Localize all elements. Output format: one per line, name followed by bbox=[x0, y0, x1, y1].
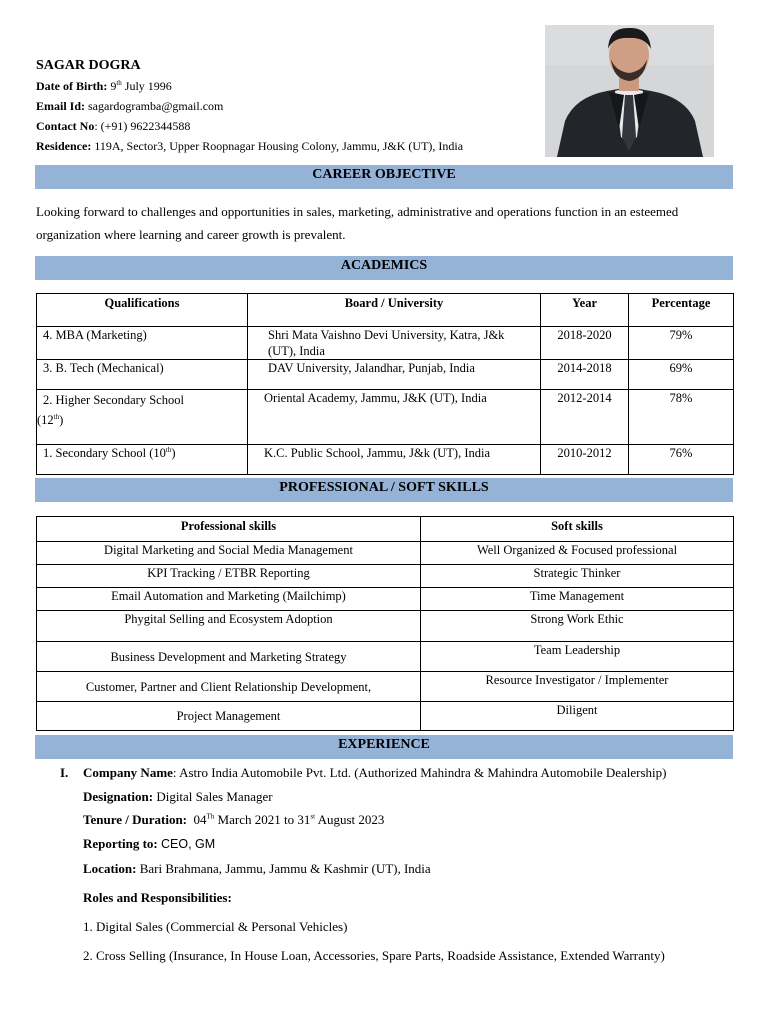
year-cell: 2012-2014 bbox=[541, 390, 629, 445]
contact-line bbox=[36, 116, 536, 136]
location-label: Location: bbox=[83, 861, 137, 876]
professional-skill: Project Management bbox=[37, 702, 421, 731]
table-row bbox=[37, 327, 734, 360]
role-item: 1. Digital Sales (Commercial & Personal Vehicles) bbox=[83, 919, 348, 934]
professional-skill: Customer, Partner and Client Relationship Development, bbox=[37, 672, 421, 702]
company-value: : Astro India Automobile Pvt. Ltd. (Authorized Mahindra & Mahindra Automobile Dealership) bbox=[172, 765, 667, 780]
roles-label: Roles and Responsibilities: bbox=[83, 890, 232, 905]
dob-sup: th bbox=[116, 79, 122, 87]
board-cell: DAV University, Jalandhar, Punjab, India bbox=[248, 360, 541, 390]
board-cell: K.C. Public School, Jammu, J&k (UT), India bbox=[248, 445, 541, 475]
qualification-cont: (12 bbox=[37, 413, 54, 427]
roles-heading bbox=[83, 890, 232, 906]
career-objective-heading: CAREER OBJECTIVE bbox=[35, 165, 733, 189]
header-board: Board / University bbox=[248, 294, 541, 327]
header-qualifications: Qualifications bbox=[37, 294, 248, 327]
table-row bbox=[37, 588, 734, 611]
year-cell: 2010-2012 bbox=[541, 445, 629, 475]
designation-label: Designation: bbox=[83, 789, 154, 804]
skills-header-row bbox=[37, 517, 734, 542]
professional-skill: KPI Tracking / ETBR Reporting bbox=[37, 565, 421, 588]
soft-skill: Time Management bbox=[421, 588, 734, 611]
qualification-cell bbox=[37, 445, 248, 475]
table-row bbox=[37, 642, 734, 672]
board-cell: Oriental Academy, Jammu, J&K (UT), India bbox=[248, 390, 541, 445]
company-label: Company Name bbox=[83, 765, 173, 780]
qualification-cell bbox=[37, 390, 248, 445]
soft-skill: Strong Work Ethic bbox=[421, 611, 734, 642]
header-soft-skills: Soft skills bbox=[421, 517, 734, 542]
designation-line bbox=[83, 789, 273, 805]
contact-value: : (+91) 9622344588 bbox=[94, 119, 191, 133]
tenure-start-rest: March 2021 to 31 bbox=[217, 812, 311, 827]
tenure-start-sup: Th bbox=[206, 812, 215, 821]
skills-table bbox=[36, 516, 734, 731]
email-label: Email Id: bbox=[36, 99, 86, 113]
table-row bbox=[37, 565, 734, 588]
professional-skill: Business Development and Marketing Strategy bbox=[37, 642, 421, 672]
academics-header-row bbox=[37, 294, 734, 327]
percentage-cell: 69% bbox=[629, 360, 734, 390]
email-value: sagardogramba@gmail.com bbox=[88, 99, 224, 113]
objective-text: Looking forward to challenges and opportunities in sales, marketing, administrative and operations function in an esteemed organization where learning and career growth is prevalent. bbox=[36, 204, 679, 242]
percentage-cell: 76% bbox=[629, 445, 734, 475]
qualification-cell bbox=[37, 327, 248, 360]
residence-line bbox=[36, 136, 536, 156]
email-line bbox=[36, 96, 536, 116]
residence-value: 119A, Sector3, Upper Roopnagar Housing Colony, Jammu, J&K (UT), India bbox=[94, 139, 464, 153]
experience-heading: EXPERIENCE bbox=[35, 735, 733, 759]
year-cell: 2014-2018 bbox=[541, 360, 629, 390]
tenure-start-day: 04 bbox=[193, 812, 207, 827]
reporting-label: Reporting to: bbox=[83, 836, 158, 851]
tenure-line bbox=[83, 812, 384, 828]
table-row bbox=[37, 360, 734, 390]
professional-skill: Email Automation and Marketing (Mailchimp) bbox=[37, 588, 421, 611]
qualification-end: ) bbox=[171, 446, 176, 460]
personal-info bbox=[36, 56, 536, 156]
dob-rest: July 1996 bbox=[124, 79, 172, 93]
soft-skill: Strategic Thinker bbox=[421, 565, 734, 588]
tenure-end-rest: August 2023 bbox=[317, 812, 385, 827]
header-percentage: Percentage bbox=[629, 294, 734, 327]
percentage-cell: 78% bbox=[629, 390, 734, 445]
role-item: 2. Cross Selling (Insurance, In House Loan, Accessories, Spare Parts, Roadside Assistance, Extended Warranty) bbox=[83, 948, 665, 963]
reporting-line bbox=[83, 836, 215, 852]
table-row bbox=[37, 672, 734, 702]
table-row bbox=[37, 445, 734, 475]
dob-label: Date of Birth: bbox=[36, 79, 108, 93]
location-value: Bari Brahmana, Jammu, Jammu & Kashmir (UT), India bbox=[139, 861, 431, 876]
qualification-cell bbox=[37, 360, 248, 390]
professional-skill: Digital Marketing and Social Media Management bbox=[37, 542, 421, 565]
reporting-value: CEO, GM bbox=[161, 837, 216, 851]
qualification-text: 2. Higher Secondary School bbox=[43, 393, 184, 407]
skills-heading: PROFESSIONAL / SOFT SKILLS bbox=[35, 478, 733, 502]
qualification-sup: th bbox=[165, 445, 172, 454]
soft-skill: Diligent bbox=[421, 702, 734, 731]
year-cell: 2018-2020 bbox=[541, 327, 629, 360]
tenure-label: Tenure / Duration: bbox=[83, 812, 188, 827]
header-year: Year bbox=[541, 294, 629, 327]
header-professional-skills: Professional skills bbox=[37, 517, 421, 542]
qualification-text: 4. MBA (Marketing) bbox=[43, 328, 147, 342]
dob-line bbox=[36, 76, 536, 96]
table-row bbox=[37, 542, 734, 565]
table-row bbox=[37, 702, 734, 731]
qualification-sup: th bbox=[53, 412, 60, 421]
residence-label: Residence: bbox=[36, 139, 92, 153]
table-row bbox=[37, 611, 734, 642]
designation-value: Digital Sales Manager bbox=[156, 789, 273, 804]
qualification-end: ) bbox=[59, 413, 64, 427]
tenure-end-sup: st bbox=[310, 812, 316, 821]
board-cell: Shri Mata Vaishno Devi University, Katra, J&k (UT), India bbox=[248, 327, 541, 360]
academics-heading: ACADEMICS bbox=[35, 256, 733, 280]
qualification-text: 1. Secondary School (10 bbox=[43, 446, 166, 460]
qualification-text: 3. B. Tech (Mechanical) bbox=[43, 361, 164, 375]
contact-label: Contact No bbox=[36, 119, 95, 133]
soft-skill: Well Organized & Focused professional bbox=[421, 542, 734, 565]
candidate-name: SAGAR DOGRA bbox=[36, 58, 141, 73]
location-line bbox=[83, 861, 431, 877]
profile-photo bbox=[545, 25, 714, 157]
percentage-cell: 79% bbox=[629, 327, 734, 360]
experience-index: I. bbox=[60, 765, 69, 780]
professional-skill: Phygital Selling and Ecosystem Adoption bbox=[37, 611, 421, 642]
academics-table bbox=[36, 293, 734, 475]
soft-skill: Team Leadership bbox=[421, 642, 734, 672]
company-line bbox=[83, 765, 666, 781]
soft-skill: Resource Investigator / Implementer bbox=[421, 672, 734, 702]
dob-day: 9 bbox=[110, 79, 117, 93]
table-row bbox=[37, 390, 734, 445]
